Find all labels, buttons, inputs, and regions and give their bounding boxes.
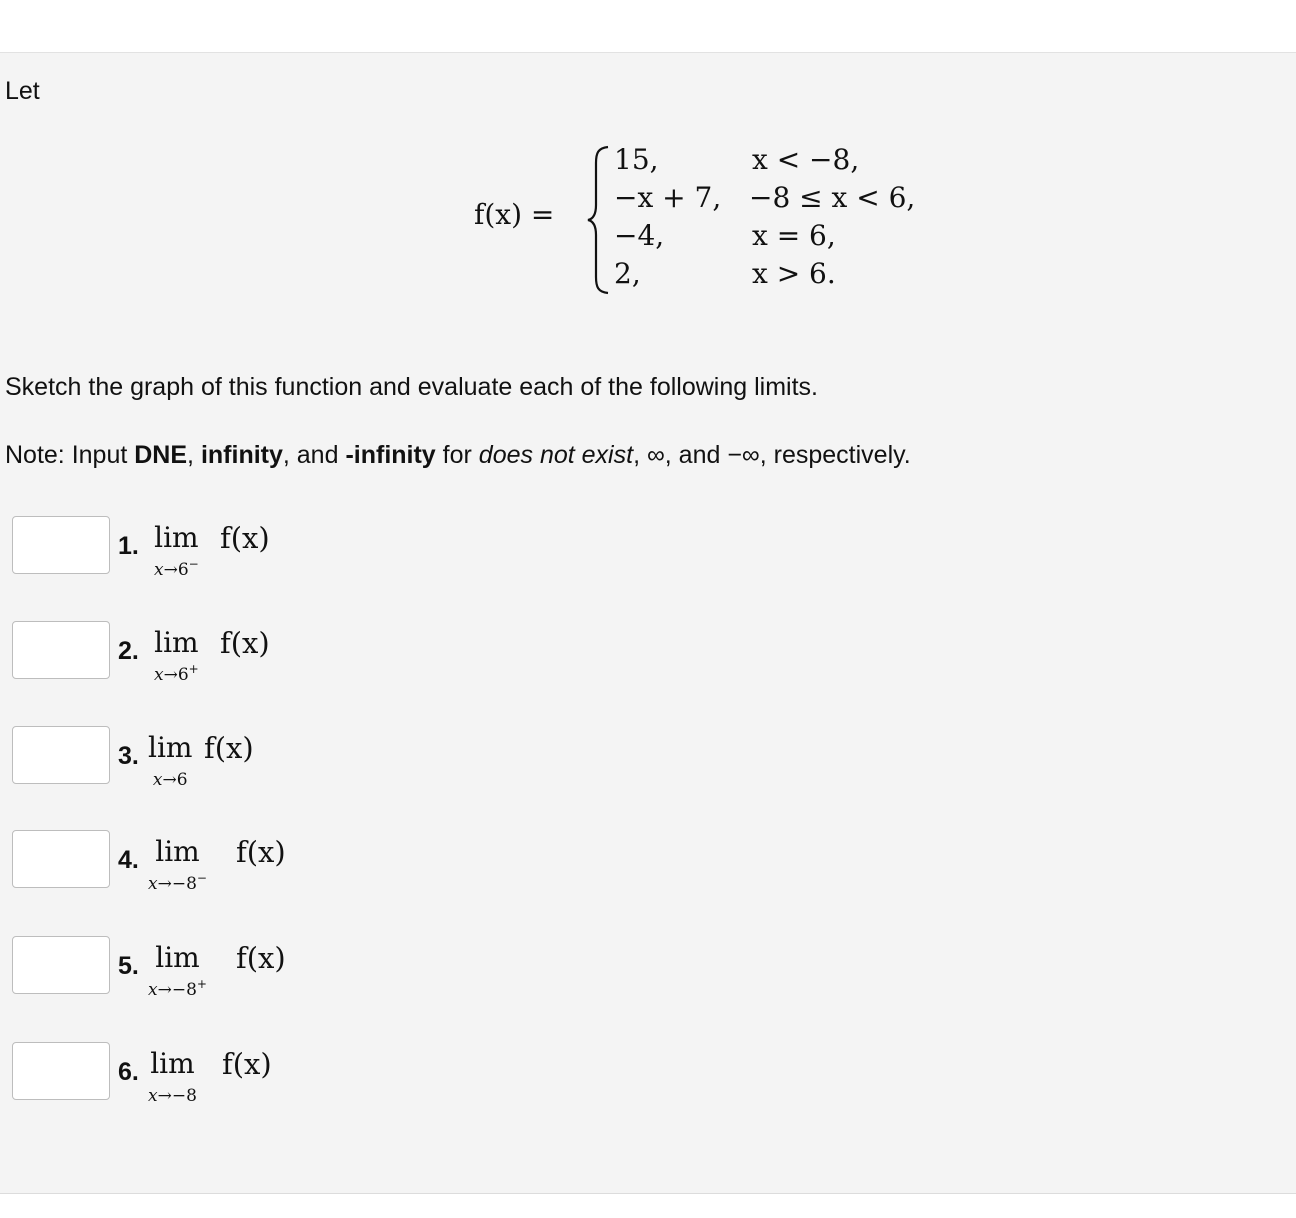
lim-word: lim: [154, 626, 199, 659]
sub-target: 6: [177, 665, 189, 685]
limit-subscript: [148, 1080, 197, 1106]
sub-side: +: [196, 977, 207, 991]
formula-lhs: f(x) =: [474, 198, 555, 231]
case-row-4: [614, 257, 954, 297]
sub-side: +: [188, 662, 199, 676]
answer-input-6[interactable]: [12, 1042, 110, 1100]
lim-word: lim: [150, 1047, 195, 1080]
sub-var: x: [154, 665, 164, 685]
question-2: [12, 621, 612, 685]
sub-arrow: →: [163, 665, 178, 685]
case-value: −4,: [614, 219, 665, 252]
lim-word: lim: [155, 941, 200, 974]
lim-word: lim: [155, 835, 200, 868]
sub-arrow: →: [162, 770, 177, 790]
case-row-2: [614, 181, 954, 221]
note-prefix: Note: Input: [5, 441, 135, 469]
left-brace-icon: [586, 145, 610, 295]
sub-arrow: →: [157, 1086, 172, 1106]
question-1: [12, 516, 612, 580]
case-condition: x = 6,: [752, 219, 836, 252]
note-sep: , and: [282, 441, 346, 469]
intro-text: Let: [5, 77, 40, 105]
lim-word: lim: [148, 731, 193, 764]
answer-input-3[interactable]: [12, 726, 110, 784]
question-4: [12, 830, 612, 894]
piecewise-formula: [474, 143, 954, 298]
sub-arrow: →: [157, 874, 172, 894]
lim-word: lim: [154, 521, 199, 554]
limit-subscript: [154, 554, 199, 580]
sub-target: 6: [177, 560, 189, 580]
case-row-3: [614, 219, 954, 259]
limit-operator: [148, 732, 192, 790]
question-3: [12, 726, 612, 790]
function-expression: f(x): [222, 1047, 272, 1081]
case-condition: x > 6.: [752, 257, 836, 290]
answer-input-2[interactable]: [12, 621, 110, 679]
function-expression: f(x): [236, 941, 286, 975]
limit-operator: [148, 942, 207, 1000]
case-condition: x < −8,: [752, 143, 860, 176]
case-value: 2,: [614, 257, 641, 290]
note-infinity: infinity: [200, 441, 283, 469]
instruction-text: Sketch the graph of this function and evaluate each of the following limits.: [5, 373, 818, 401]
question-6: [12, 1042, 612, 1106]
sub-var: x: [148, 1086, 158, 1106]
answer-input-4[interactable]: [12, 830, 110, 888]
question-number: 1.: [118, 532, 139, 560]
note-text: [5, 441, 911, 470]
question-number: 3.: [118, 742, 139, 770]
case-value: −x + 7,: [614, 181, 722, 214]
question-5: [12, 936, 612, 1000]
question-number: 4.: [118, 846, 139, 874]
case-condition: −8 ≤ x < 6,: [749, 181, 916, 214]
limit-operator: [154, 522, 199, 580]
sub-side: −: [188, 557, 199, 571]
note-suffix: , ∞, and −∞, respectively.: [633, 441, 911, 469]
question-number: 2.: [118, 637, 139, 665]
limit-operator: [154, 627, 199, 685]
limit-subscript: [148, 974, 207, 1000]
sub-arrow: →: [163, 560, 178, 580]
note-dne-text: does not exist: [478, 441, 634, 469]
limit-subscript: [148, 764, 192, 790]
sub-target: 6: [176, 770, 188, 790]
sub-target: −8: [171, 874, 197, 894]
limit-operator: [148, 836, 207, 894]
note-mid: for: [435, 441, 479, 469]
limit-subscript: [154, 659, 199, 685]
sub-var: x: [152, 770, 163, 790]
case-value: 15,: [614, 143, 659, 176]
sub-side: −: [196, 871, 207, 885]
sub-var: x: [148, 874, 158, 894]
function-expression: f(x): [220, 626, 270, 660]
sub-target: −8: [171, 980, 197, 1000]
answer-input-5[interactable]: [12, 936, 110, 994]
sub-arrow: →: [157, 980, 172, 1000]
question-number: 5.: [118, 952, 139, 980]
problem-panel: [0, 52, 1296, 1194]
function-expression: f(x): [220, 521, 270, 555]
note-sep: ,: [187, 441, 201, 469]
sub-target: −8: [171, 1086, 197, 1106]
case-row-1: [614, 143, 954, 183]
sub-var: x: [148, 980, 158, 1000]
note-dne: DNE: [134, 441, 188, 469]
limit-subscript: [148, 868, 207, 894]
function-expression: f(x): [236, 835, 286, 869]
limit-operator: [148, 1048, 197, 1106]
sub-var: x: [154, 560, 164, 580]
note-neg-infinity: -infinity: [345, 441, 436, 469]
question-number: 6.: [118, 1058, 139, 1086]
function-expression: f(x): [204, 731, 254, 765]
answer-input-1[interactable]: [12, 516, 110, 574]
